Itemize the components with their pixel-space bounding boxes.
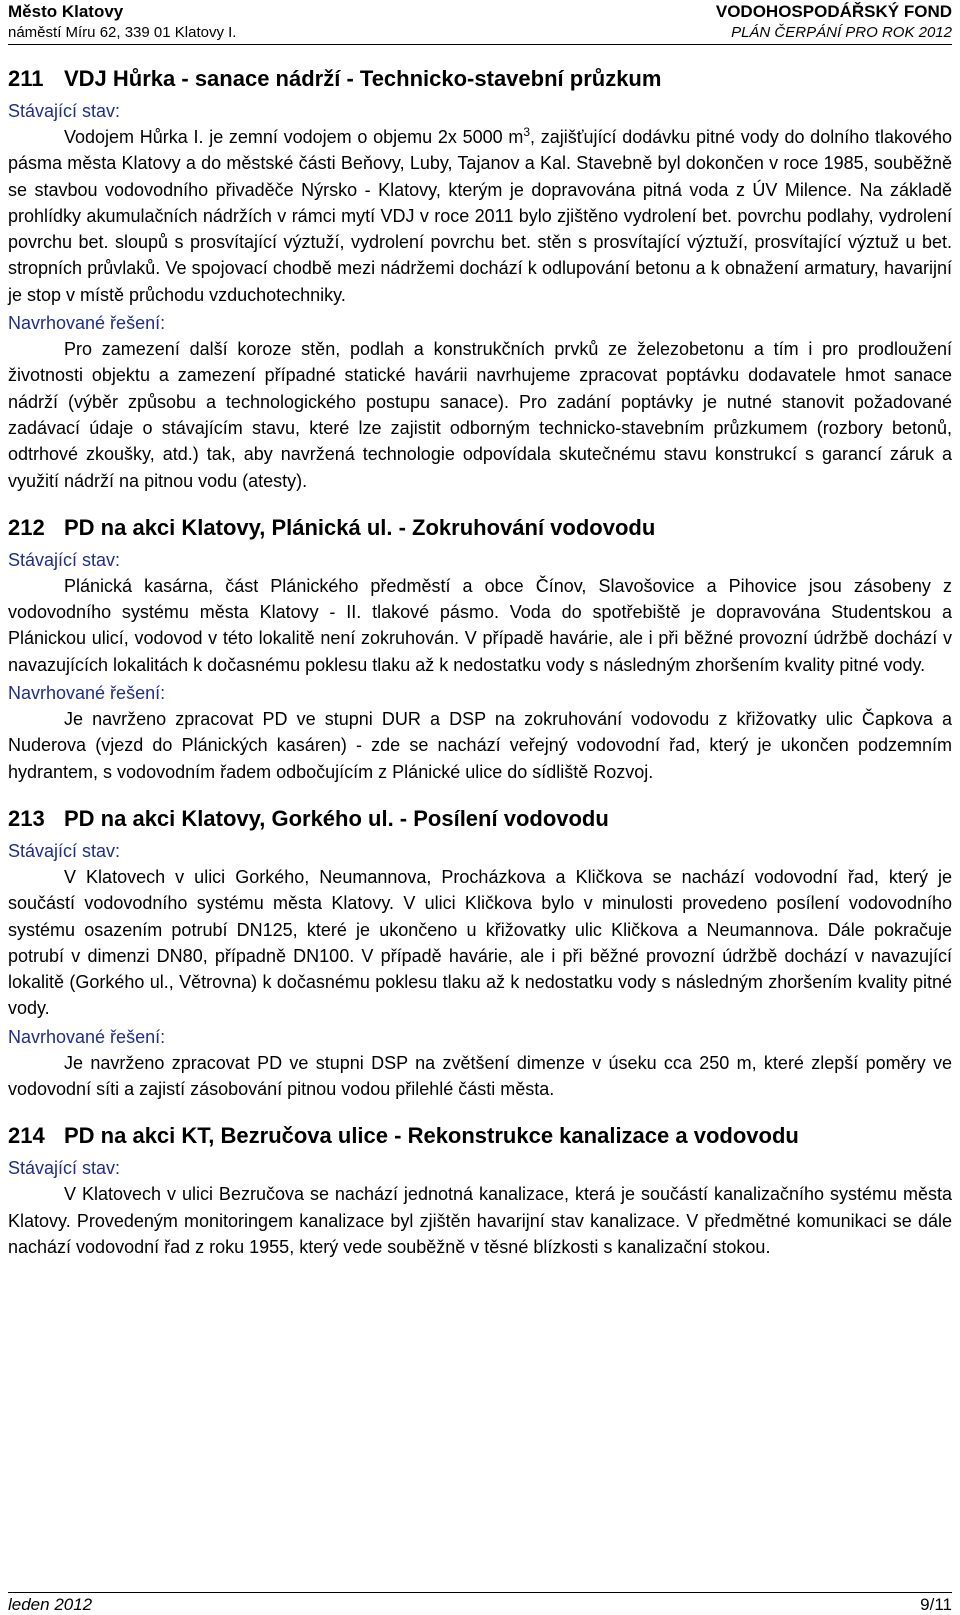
proposed-solution-label: Navrhované řešení: [8, 313, 166, 334]
section-heading: PD na akci Klatovy, Plánická ul. - Zokruhování vodovodu [64, 514, 656, 540]
current-state-text: V Klatovech v ulici Gorkého, Neumannova, Procházkova a Kličkova se nachází vodovodní řad, který je součástí vodovodního systému města Klatovy. V ulici Kličkova bylo v minulosti provedeno posílení vodovodního systému osazením potrubí DN125, které je ukončeno u křižovatky ulic Kličkova a Neumannova. Dále pokračuje potrubí v dimenzi DN80, případně DN100. V případě havárie, ale i při běžné provozní údržbě dochází v navazující lokalitě (Gorkého ul., Větrovna) k dočasnému poklesu tlaku až k nedostatku vody s následným zhoršením kvality pitné vody. [8, 866, 952, 1019]
page-footer [8, 1592, 952, 1615]
section-214 [8, 1119, 952, 1260]
section-title [8, 62, 952, 96]
section-heading: VDJ Hůrka - sanace nádrží - Technicko-stavební průzkum [64, 66, 662, 91]
section-211 [8, 62, 952, 494]
section-title [8, 511, 952, 545]
organization-name: Město Klatovy [8, 2, 124, 21]
document-body [8, 62, 952, 1260]
page-header [8, 2, 952, 45]
section-number: 211 [8, 66, 44, 91]
fund-title: VODOHOSPODÁŘSKÝ FOND [715, 2, 952, 21]
proposed-solution-text: Pro zamezení další koroze stěn, podlah a konstrukčních prvků ze železobetonu a tím i pro prodloužení životnosti objektu a zamezení případné statické havárii navrhujeme zpracovat poptávku dodavatele hmot sanace nádrží (výběr způsobu a technologického postupu sanace). Pro zadání poptávky je nutné stanovit požadované zadávací údaje o stávajícím stavu, které lze zajistit odborným technicko-stavebním průzkumem (rozbory betonů, odtrhové zkoušky, atd.) tak, aby navržená technologie odpovídala skutečnému stavu konstrukcí s garancí záruk a využití nádrží na pitnou vodu (atesty). [8, 339, 952, 491]
current-state-text: Vodojem Hůrka I. je zemní vodojem o objemu 2x 5000 $m^3$, zajišťující dodávku pitné vody do dolního tlakového pásma města Klatovy a do městské části Beňovy, Luby, Tajanov a Kal. Stavebně byl dokončen v roce 1985, souběžně se stavbou vodovodního přivaděče Nýrsko - Klatovy, kterým je dopravována pitná voda z ÚV Milence. Na základě prohlídky akumulačních nádržích v rámci mytí VDJ v roce 2011 bylo zjištěno vydrolení bet. povrchu podlahy, vydrolení povrchu bet. sloupů s prosvítající výztuží, vydrolení povrchu bet. stěn s prosvítající výztuží, prosvítající výztuž u bet. stropních průvlaků. Ve spojovací chodbě mezi nádržemi dochází k odlupování betonu a k obnažení armatury, havarijní je stop v místě průchodu vzduchotechniky. [8, 125, 952, 305]
section-number: 214 [8, 1123, 45, 1149]
section-heading: PD na akci Klatovy, Gorkého ul. - Posílení vodovodu [64, 805, 609, 831]
section-heading: PD na akci KT, Bezručova ulice - Rekonstrukce kanalizace a vodovodu [64, 1123, 799, 1149]
section-212 [8, 511, 952, 785]
proposed-solution-text: Je navrženo zpracovat PD ve stupni DUR a DSP na zokruhování vodovodu z křižovatky ulic Čapkova a Nuderova (vjezd do Plánických kasáren) - zde se nachází veřejný vodovodní řad, který je ukončen podzemním hydrantem, s vodovodním řadem odbočujícím z Plánické ulice do sídliště Rozvoj. [8, 709, 952, 782]
plan-subtitle: PLÁN ČERPÁNÍ PRO ROK 2012 [731, 24, 952, 41]
section-number: 213 [8, 805, 45, 831]
section-title [8, 1119, 952, 1153]
page-number: 9/11 [920, 1595, 952, 1614]
footer-date: leden 2012 [8, 1595, 93, 1614]
section-number: 212 [8, 514, 45, 540]
section-title [8, 802, 952, 836]
current-state-text: Plánická kasárna, část Plánického předměstí a obce Čínov, Slavošovice a Pihovice jsou zásobeny z vodovodního systému města Klatovy - II. tlakové pásmo. Voda do spotřebiště je dopravována Studentskou a Plánickou ulicí, vodovod v této lokalitě není zokruhován. V případě havárie, ale i při běžné provozní údržbě dochází v navazujících lokalitách k dočasnému poklesu tlaku až k nedostatku vody s následným zhoršením kvality pitné vody. [8, 575, 952, 675]
proposed-solution-text: Je navrženo zpracovat PD ve stupni DSP na zvětšení dimenze v úseku cca 250 m, které zlepší poměry ve vodovodní síti a zajistí zásobování pitnou vodou přilehlé části města. [8, 1052, 952, 1100]
current-state-label: Stávající stav: [8, 101, 121, 121]
proposed-solution-label: Navrhované řešení: [8, 1026, 166, 1047]
current-state-label: Stávající stav: [8, 1158, 121, 1179]
organization-address: náměstí Míru 62, 339 01 Klatovy I. [8, 24, 237, 41]
current-state-text: V Klatovech v ulici Bezručova se nachází jednotná kanalizace, která je součástí kanalizačního systému města Klatovy. Provedeným monitoringem kanalizace byl zjištěn havarijní stav kanalizace. V předmětné komunikaci se dále nachází vodovodní řad z roku 1955, který vede souběžně v těsné blízkosti s kanalizační stokou. [8, 1184, 952, 1257]
current-state-label: Stávající stav: [8, 840, 121, 861]
section-213 [8, 802, 952, 1102]
current-state-label: Stávající stav: [8, 549, 121, 570]
proposed-solution-label: Navrhované řešení: [8, 683, 166, 704]
